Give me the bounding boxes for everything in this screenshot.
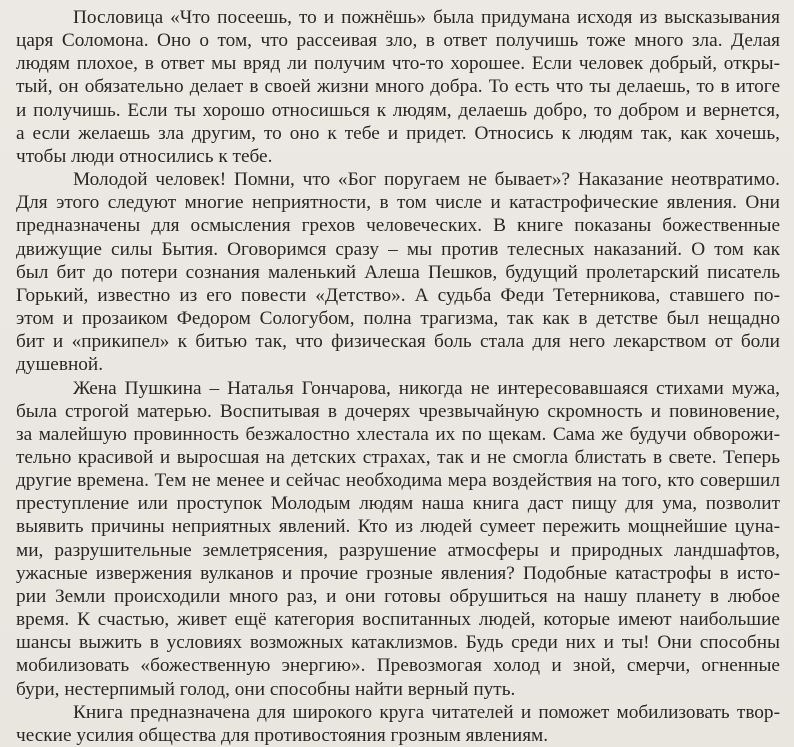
text-line: Пословица «Что посеешь, то и пожнёшь» была придумана исходя из высказывания <box>73 7 780 28</box>
text-line: предназначены для осмысления грехов человеческих. В книге показаны божественные <box>16 215 780 237</box>
text-line: Горький, известно из его повести «Детство». А судьба Феди Тетерникова, ставшего по- <box>16 284 780 306</box>
paragraph-pushkin-wife <box>16 377 780 701</box>
text-line: бит и «прикипел» к битью так, что физическая боль стала для него лекарством от боли <box>16 331 780 353</box>
text-line: этом и прозаиком Федором Сологубом, полна трагизма, так как в детстве был нещадно <box>16 308 780 330</box>
text-line: душевной. <box>16 354 104 376</box>
text-line: мобилизовать «божественную энергию». Превозмогая холод и зной, смерчи, огненные <box>16 655 780 677</box>
text-line: а если желаешь зла другим, то оно к тебе и придет. Относись к людям так, как хочешь, <box>16 122 780 144</box>
text-line: ми, разрушительные землетрясения, разрушение атмосферы и природных ландшафтов, <box>16 539 780 561</box>
text-line: другие времена. Тем не менее и сейчас необходима мера воздействия на того, кто совершил <box>16 470 780 492</box>
text-line: и получишь. Если ты хорошо относишься к людям, делаешь добро, то добром и вернется, <box>16 99 780 121</box>
text-line: чтобы люди относились к тебе. <box>16 145 273 167</box>
text-line: выявить причины неприятных явлений. Кто из людей сумеет пережить мощнейшие цуна- <box>16 516 780 538</box>
text-line: шансы выжить в условиях возможных катаклизмов. Будь среди них и ты! Они способны <box>16 632 780 654</box>
paragraph-book-purpose <box>16 701 780 747</box>
text-line: бури, нестерпимый голод, они способны найти верный путь. <box>16 678 516 700</box>
text-line: Для этого следуют многие неприятности, в том числе и катастрофические явления. Они <box>16 192 780 214</box>
text-line: Молодой человек! Помни, что «Бог поругаем не бывает»? Наказание неотвратимо. <box>73 169 780 191</box>
text-line: людям плохое, в ответ мы вряд ли получим что-то хорошее. Если человек добрый, откры- <box>16 53 780 75</box>
text-line: царя Соломона. Оно о том, что рассеивая зло, в ответ получишь тоже много зла. Делая <box>16 30 780 52</box>
text-line: был бит до потери сознания маленький Алеша Пешков, будущий пролетарский писатель <box>16 261 780 283</box>
text-line: преступление или проступок Молодым людям наша книга даст пищу для ума, позволит <box>16 493 780 515</box>
text-line: Жена Пушкина – Наталья Гончарова, никогда не интересовавшаяся стихами мужа, <box>73 377 780 399</box>
text-line: рии Земли происходили много раз, и они готовы обрушиться на нашу планету в любое <box>16 585 780 607</box>
text-line: тельно красивой и выросшая на детских страхах, так и не смогла блистать в свете. Теперь <box>16 446 780 468</box>
text-line: Книга предназначена для широкого круга читателей и поможет мобилизовать твор- <box>73 701 780 723</box>
text-line: движущие силы Бытия. Оговоримся сразу – мы против телесных наказаний. О том как <box>16 238 780 260</box>
paragraph-young-man <box>16 168 780 376</box>
text-line: ческие усилия общества для противостояния грозным явлениям. <box>16 724 549 746</box>
paragraph-proverb <box>16 6 780 168</box>
text-line: тый, он обязательно делает в своей жизни много добра. То есть что ты делаешь, то в итоге <box>16 76 780 98</box>
text-line: ужасные извержения вулканов и прочие грозные явления? Подобные катастрофы в исто- <box>16 562 780 584</box>
text-line: за малейшую провинность безжалостно хлестала их по щекам. Сама же будучи обворожи- <box>16 423 780 445</box>
text-line: была строгой матерью. Воспитывая в дочерях чрезвычайную скромность и повиновение, <box>16 400 780 422</box>
text-line: время. К счастью, живет ещё категория воспитанных людей, которые имеют наибольшие <box>16 609 780 631</box>
